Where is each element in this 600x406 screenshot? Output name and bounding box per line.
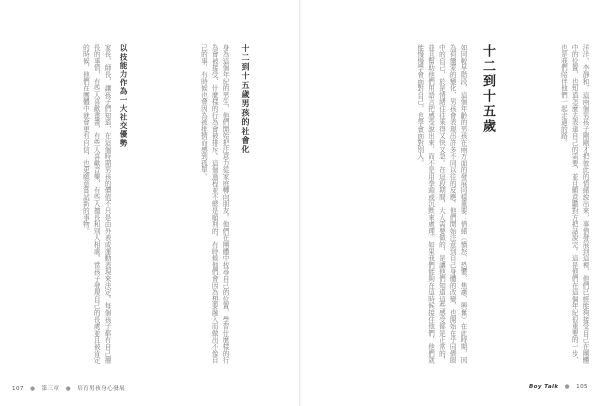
chapter-title: 十二到十五歲 bbox=[480, 44, 495, 134]
right-page-number: 105 bbox=[576, 384, 588, 390]
footer-brand: Boy Talk bbox=[528, 384, 559, 390]
left-footer bbox=[12, 384, 125, 392]
right-body-paragraph-2: 如同較早階段，這個年齡的男孩在兩方面的發展同樣重要：情緒（憤怒、恐懼、焦慮、興奮）在此時期，因為荷爾蒙的變化，男孩會表現出許多不同以往的反應。他們開始注意到自己身體的改變，也開始在乎同儕眼中的自己，於是情緒往往來得又快又急。在這段期間，大人需要做的，是讓他們知道這些感受都是正常的，並且幫助他們用語言把感受說出來，而不是用拳頭或沉默來處理。如果我們能夠在這時候接住他們，他們就能慢慢學會面對自己，也學會面對別人。 bbox=[415, 44, 467, 364]
chapter-label: 第三章 bbox=[41, 386, 60, 392]
left-body-paragraph-1: 身為這個年紀的男生，他們開始把注意力從家庭轉向朋友。他們在團體中找尋自己的位置，學習什麼樣的行為會被接受、什麼樣的行為會被排斥。這個過程並不總是順利的，有時候他們會因為想要融入而做出不像自己的事，有時候也會因為被排擠而感到孤單。 bbox=[199, 44, 229, 364]
footer-separator-dot: ● bbox=[30, 386, 36, 392]
section-title: 十二到十五歲男孩的社會化 bbox=[241, 44, 250, 155]
sub-title: 以技能力作為一大社交優勢 bbox=[119, 44, 128, 148]
right-body-paragraph-1: 洋洋、李靜和，這兩個男孩子剛剛才把彼此的情緒說出來，事情發展到這裡，他們已經能夠接受自己在團體中的位置，也知道怎麼去表達自己的需要，並且願意聽對方把話說完。這是他們在這個年紀很重要的一步，也是我們陪伴他們一起走過的路。 bbox=[559, 44, 589, 364]
footer-separator-dot: ● bbox=[65, 386, 71, 392]
right-footer bbox=[529, 384, 588, 390]
footer-separator-dot: ● bbox=[564, 384, 570, 390]
left-body-paragraph-2: 家長、師長，讓孩子們知道，在這個時期男孩的價值不只是由外表或運動表現來決定。每個孩子都有自己擅長的事情，有些人喜歡畫畫，有些人喜歡音樂，有些人擅長和別人相處。當孩子發現自己的長處並且被肯定的時候，他們在團體中就會更有自信，也更願意嘗試新的事物。 bbox=[81, 44, 111, 364]
chapter-name: 培育男孩身心發展 bbox=[77, 386, 126, 392]
left-page-number: 107 bbox=[12, 386, 24, 392]
